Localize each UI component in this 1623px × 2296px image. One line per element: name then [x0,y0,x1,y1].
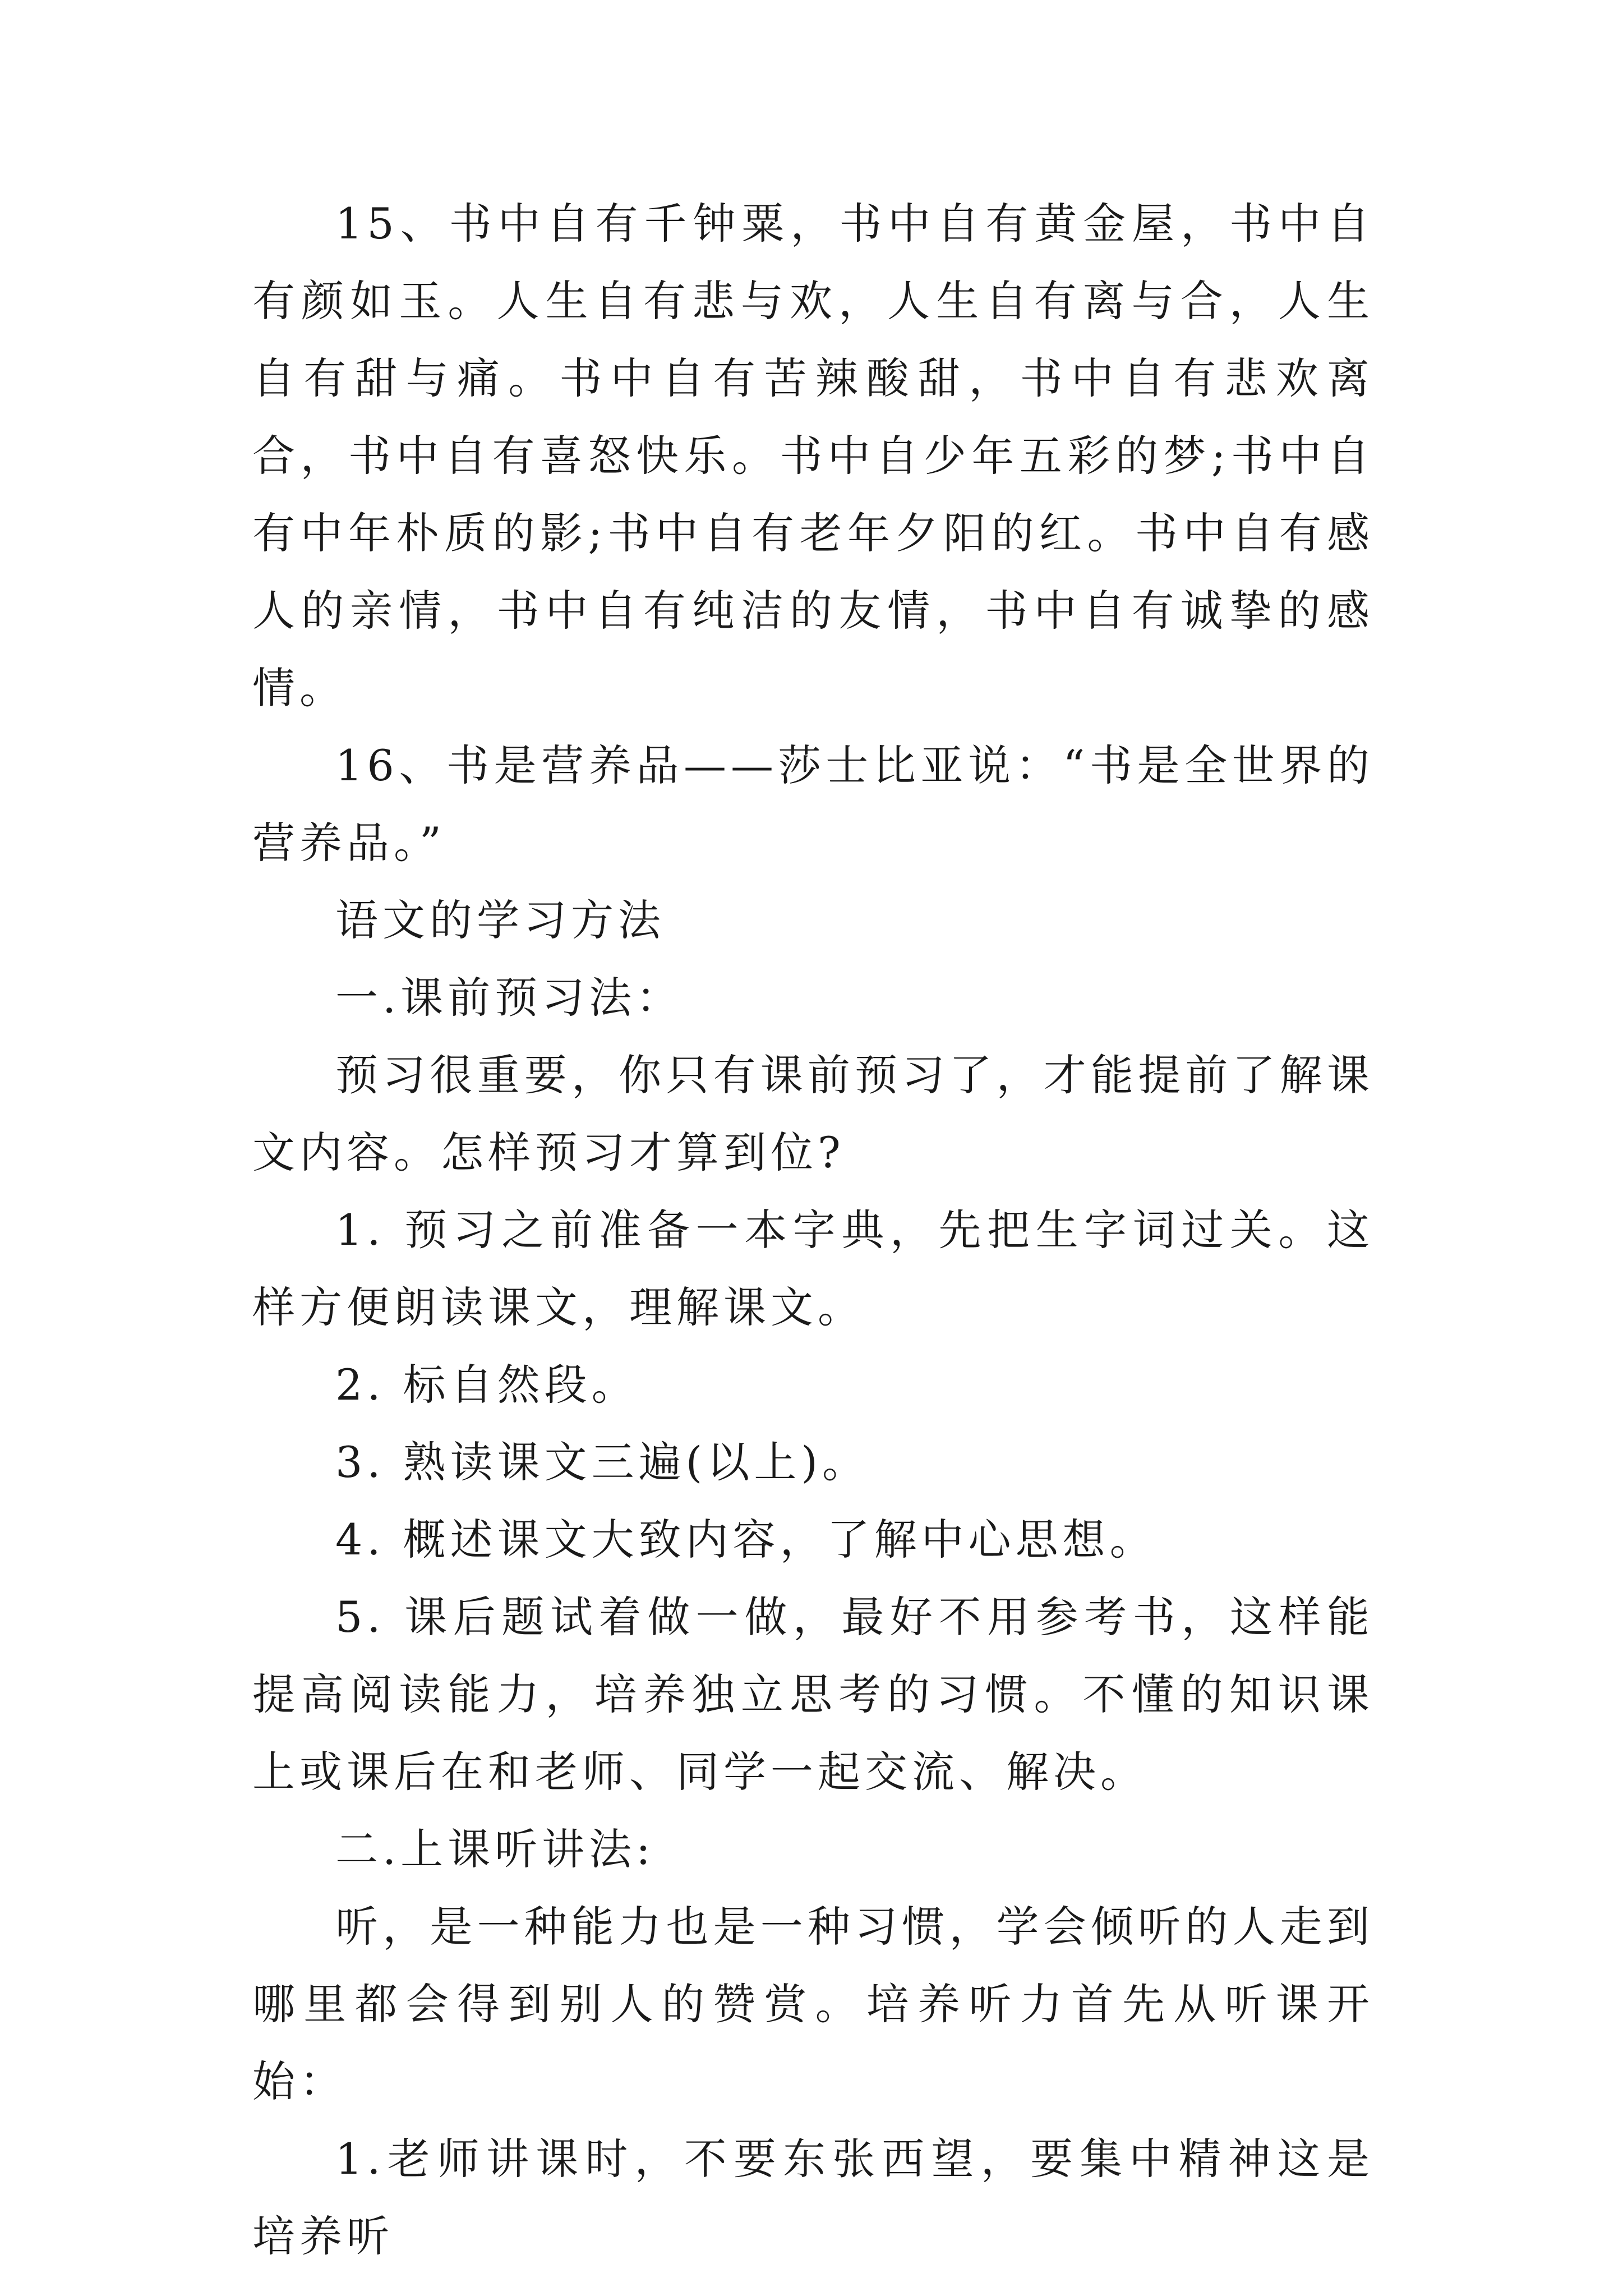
section-heading: 语文的学习方法 [335,895,665,945]
paragraph-quote-15: 15、书中自有千钟粟，书中自有黄金屋，书中自有颜如玉。人生自有悲与欢，人生自有离与合，人生自有甜与痛。书中自有苦辣酸甜，书中自有悲欢离合，书中自有喜怒快乐。书中自少年五彩的梦;书中自有中年朴质的影;书中自有老年夕阳的红。书中自有感人的亲情，书中自有纯洁的友情，书中自有诚挚的感情。 [252,199,1374,713]
paragraph-quote-16: 16、书是营养品——莎士比亚说：“书是全世界的营养品。” [252,740,1374,868]
list-item-5: 5. 课后题试着做一做，最好不用参考书，这样能提高阅读能力，培养独立思考的习惯。不懂的知识课上或课后在和老师、同学一起交流、解决。 [252,1592,1374,1797]
subheading-listening-method: 二.上课听讲法: [335,1824,655,1874]
document-page [252,185,1374,2275]
listening-item-1: 1.老师讲课时，不要东张西望，要集中精神这是培养听 [252,2134,1374,2261]
subheading-preview-method: 一.课前预习法： [335,973,684,1023]
paragraph-listening-intro: 听，是一种能力也是一种习惯，学会倾听的人走到哪里都会得到别人的赞赏。培养听力首先从听课开始： [252,1902,1374,2106]
paragraph-preview-intro: 预习很重要，你只有课前预习了，才能提前了解课文内容。怎样预习才算到位? [252,1050,1374,1177]
list-item-1: 1. 预习之前准备一本字典，先把生字词过关。这样方便朗读课文，理解课文。 [252,1205,1374,1332]
list-item-2: 2. 标自然段。 [335,1360,639,1410]
list-item-4: 4. 概述课文大致内容，了解中心思想。 [335,1515,1157,1565]
list-item-3: 3. 熟读课文三遍(以上)。 [335,1437,869,1487]
